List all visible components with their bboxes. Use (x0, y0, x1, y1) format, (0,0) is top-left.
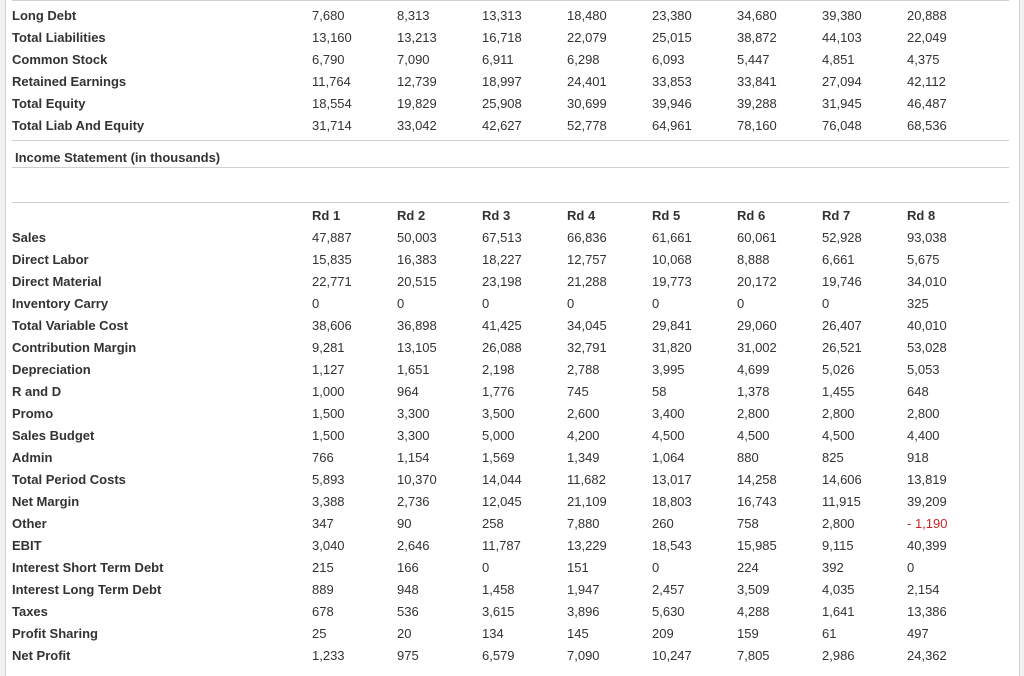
cell-value: 3,509 (737, 581, 770, 597)
cell-value: 5,053 (907, 361, 940, 377)
cell-value: 14,258 (737, 471, 777, 487)
cell-value: 2,154 (907, 581, 940, 597)
cell-value: - 1,190 (907, 515, 948, 531)
cell-value: 4,500 (737, 427, 770, 443)
cell-value: 13,819 (907, 471, 947, 487)
cell-value: 8,888 (737, 251, 770, 267)
cell-value: 0 (822, 295, 830, 311)
cell-value: 12,045 (482, 493, 522, 509)
cell-value: 3,300 (397, 405, 430, 421)
table-row (12, 512, 992, 534)
row-label: Total Period Costs (12, 471, 126, 487)
row-label: Total Equity (12, 95, 86, 111)
cell-value: 90 (397, 515, 412, 531)
cell-value: 42,627 (482, 117, 522, 133)
cell-value: 13,229 (567, 537, 607, 553)
cell-value: 4,288 (737, 603, 770, 619)
cell-value: 15,835 (312, 251, 352, 267)
row-label: Total Liab And Equity (12, 117, 145, 133)
cell-value: 145 (567, 625, 589, 641)
cell-value: 6,298 (567, 51, 600, 67)
divider (12, 202, 1009, 203)
table-row (12, 534, 992, 556)
cell-value: 7,880 (567, 515, 600, 531)
cell-value: 0 (652, 295, 660, 311)
cell-value: 7,680 (312, 7, 345, 23)
row-label: Contribution Margin (12, 339, 137, 355)
cell-value: 2,800 (907, 405, 940, 421)
cell-value: 3,615 (482, 603, 515, 619)
table-row (12, 48, 992, 70)
cell-value: 20 (397, 625, 412, 641)
cell-value: 6,911 (482, 51, 514, 67)
cell-value: 61,661 (652, 229, 692, 245)
cell-value: 20,515 (397, 273, 437, 289)
cell-value: 31,002 (737, 339, 777, 355)
cell-value: 25,908 (482, 95, 522, 111)
row-label: Retained Earnings (12, 73, 127, 89)
cell-value: 13,386 (907, 603, 947, 619)
row-label: Sales (12, 229, 46, 245)
table-row (12, 114, 992, 136)
cell-value: 16,383 (397, 251, 437, 267)
cell-value: 38,606 (312, 317, 352, 333)
table-row (12, 292, 992, 314)
cell-value: 26,521 (822, 339, 862, 355)
round-header: Rd 6 (737, 207, 766, 223)
row-label: Admin (12, 449, 53, 465)
cell-value: 34,680 (737, 7, 777, 23)
cell-value: 7,805 (737, 647, 770, 663)
cell-value: 2,986 (822, 647, 855, 663)
row-label: Other (12, 515, 47, 531)
cell-value: 918 (907, 449, 929, 465)
round-header-row (12, 204, 992, 226)
cell-value: 3,400 (652, 405, 685, 421)
cell-value: 6,790 (312, 51, 345, 67)
cell-value: 224 (737, 559, 759, 575)
cell-value: 33,853 (652, 73, 692, 89)
cell-value: 31,945 (822, 95, 862, 111)
cell-value: 4,035 (822, 581, 855, 597)
cell-value: 18,554 (312, 95, 352, 111)
cell-value: 20,888 (907, 7, 947, 23)
cell-value: 3,500 (482, 405, 515, 421)
cell-value: 2,198 (482, 361, 515, 377)
cell-value: 78,160 (737, 117, 777, 133)
cell-value: 39,380 (822, 7, 862, 23)
round-header: Rd 4 (567, 207, 596, 223)
cell-value: 766 (312, 449, 334, 465)
cell-value: 5,026 (822, 361, 855, 377)
cell-value: 39,209 (907, 493, 947, 509)
cell-value: 76,048 (822, 117, 862, 133)
row-label: Total Liabilities (12, 29, 106, 45)
row-label: Promo (12, 405, 54, 421)
table-row (12, 70, 992, 92)
cell-value: 47,887 (312, 229, 352, 245)
cell-value: 13,160 (312, 29, 352, 45)
cell-value: 10,247 (652, 647, 692, 663)
cell-value: 0 (397, 295, 405, 311)
cell-value: 18,997 (482, 73, 522, 89)
cell-value: 0 (907, 559, 915, 575)
row-label: R and D (12, 383, 62, 399)
table-row (12, 26, 992, 48)
cell-value: 3,896 (567, 603, 600, 619)
cell-value: 9,281 (312, 339, 345, 355)
cell-value: 11,787 (482, 537, 521, 553)
cell-value: 4,500 (652, 427, 685, 443)
cell-value: 0 (482, 559, 490, 575)
cell-value: 1,947 (567, 581, 600, 597)
cell-value: 2,736 (397, 493, 430, 509)
row-label: Taxes (12, 603, 48, 619)
cell-value: 2,800 (737, 405, 770, 421)
cell-value: 13,105 (397, 339, 437, 355)
cell-value: 15,985 (737, 537, 777, 553)
cell-value: 758 (737, 515, 759, 531)
cell-value: 1,154 (397, 449, 430, 465)
cell-value: 648 (907, 383, 929, 399)
cell-value: 18,543 (652, 537, 692, 553)
cell-value: 68,536 (907, 117, 947, 133)
table-row (12, 248, 992, 270)
round-header: Rd 3 (482, 207, 511, 223)
cell-value: 1,349 (567, 449, 600, 465)
cell-value: 38,872 (737, 29, 777, 45)
row-label: Common Stock (12, 51, 108, 67)
row-label: Interest Short Term Debt (12, 559, 164, 575)
cell-value: 1,776 (482, 383, 515, 399)
round-header: Rd 5 (652, 207, 681, 223)
cell-value: 13,017 (652, 471, 692, 487)
cell-value: 4,500 (822, 427, 855, 443)
cell-value: 19,746 (822, 273, 862, 289)
cell-value: 0 (567, 295, 575, 311)
cell-value: 5,000 (482, 427, 515, 443)
cell-value: 32,791 (567, 339, 607, 355)
cell-value: 8,313 (397, 7, 430, 23)
cell-value: 23,380 (652, 7, 692, 23)
cell-value: 2,800 (822, 405, 855, 421)
cell-value: 12,757 (567, 251, 607, 267)
row-label: Inventory Carry (12, 295, 109, 311)
cell-value: 40,399 (907, 537, 947, 553)
cell-value: 41,425 (482, 317, 522, 333)
cell-value: 4,699 (737, 361, 770, 377)
cell-value: 22,079 (567, 29, 607, 45)
table-row (12, 92, 992, 114)
row-label: Long Debt (12, 7, 77, 23)
cell-value: 14,044 (482, 471, 522, 487)
cell-value: 1,233 (312, 647, 345, 663)
row-label: Total Variable Cost (12, 317, 129, 333)
balance-sheet-table (12, 4, 992, 136)
cell-value: 1,641 (822, 603, 855, 619)
cell-value: 134 (482, 625, 504, 641)
cell-value: 1,458 (482, 581, 515, 597)
cell-value: 30,699 (567, 95, 607, 111)
cell-value: 5,675 (907, 251, 940, 267)
cell-value: 11,915 (822, 493, 861, 509)
table-row (12, 358, 992, 380)
cell-value: 2,600 (567, 405, 600, 421)
cell-value: 3,995 (652, 361, 685, 377)
cell-value: 1,378 (737, 383, 770, 399)
spreadsheet-sheet (5, 0, 1020, 676)
table-row (12, 380, 992, 402)
cell-value: 975 (397, 647, 419, 663)
round-header: Rd 8 (907, 207, 936, 223)
cell-value: 22,771 (312, 273, 352, 289)
cell-value: 889 (312, 581, 334, 597)
cell-value: 1,651 (397, 361, 430, 377)
cell-value: 5,630 (652, 603, 685, 619)
cell-value: 50,003 (397, 229, 437, 245)
cell-value: 67,513 (482, 229, 522, 245)
cell-value: 27,094 (822, 73, 862, 89)
cell-value: 880 (737, 449, 759, 465)
table-row (12, 336, 992, 358)
income-statement-title: Income Statement (in thousands) (15, 150, 221, 165)
cell-value: 52,778 (567, 117, 607, 133)
cell-value: 10,370 (397, 471, 437, 487)
cell-value: 44,103 (822, 29, 862, 45)
cell-value: 9,115 (822, 537, 854, 553)
cell-value: 11,764 (312, 73, 351, 89)
cell-value: 3,388 (312, 493, 345, 509)
cell-value: 66,836 (567, 229, 607, 245)
cell-value: 46,487 (907, 95, 947, 111)
row-label: Direct Material (12, 273, 102, 289)
cell-value: 24,362 (907, 647, 947, 663)
cell-value: 31,820 (652, 339, 692, 355)
table-row (12, 490, 992, 512)
cell-value: 93,038 (907, 229, 947, 245)
table-row (12, 600, 992, 622)
cell-value: 6,661 (822, 251, 855, 267)
cell-value: 20,172 (737, 273, 777, 289)
cell-value: 3,300 (397, 427, 430, 443)
cell-value: 2,800 (822, 515, 855, 531)
cell-value: 21,288 (567, 273, 607, 289)
cell-value: 11,682 (567, 471, 606, 487)
cell-value: 23,198 (482, 273, 522, 289)
cell-value: 39,288 (737, 95, 777, 111)
cell-value: 0 (312, 295, 320, 311)
cell-value: 24,401 (567, 73, 607, 89)
cell-value: 0 (482, 295, 490, 311)
cell-value: 52,928 (822, 229, 862, 245)
cell-value: 209 (652, 625, 674, 641)
cell-value: 64,961 (652, 117, 692, 133)
cell-value: 964 (397, 383, 419, 399)
row-label: Net Profit (12, 647, 71, 663)
cell-value: 1,569 (482, 449, 515, 465)
cell-value: 1,500 (312, 405, 345, 421)
round-header: Rd 2 (397, 207, 426, 223)
cell-value: 392 (822, 559, 844, 575)
cell-value: 7,090 (567, 647, 600, 663)
cell-value: 13,213 (397, 29, 437, 45)
cell-value: 678 (312, 603, 334, 619)
row-label: Net Margin (12, 493, 80, 509)
cell-value: 53,028 (907, 339, 947, 355)
cell-value: 347 (312, 515, 334, 531)
cell-value: 29,060 (737, 317, 777, 333)
round-header: Rd 1 (312, 207, 341, 223)
cell-value: 215 (312, 559, 334, 575)
cell-value: 19,829 (397, 95, 437, 111)
cell-value: 5,893 (312, 471, 345, 487)
cell-value: 258 (482, 515, 504, 531)
row-label: Sales Budget (12, 427, 95, 443)
cell-value: 18,480 (567, 7, 607, 23)
cell-value: 1,455 (822, 383, 855, 399)
cell-value: 2,788 (567, 361, 600, 377)
cell-value: 60,061 (737, 229, 777, 245)
cell-value: 16,718 (482, 29, 522, 45)
cell-value: 3,040 (312, 537, 345, 553)
table-row (12, 226, 992, 248)
table-row (12, 622, 992, 644)
cell-value: 325 (907, 295, 929, 311)
table-row (12, 270, 992, 292)
row-label: Interest Long Term Debt (12, 581, 162, 597)
table-row (12, 314, 992, 336)
cell-value: 2,646 (397, 537, 430, 553)
cell-value: 34,045 (567, 317, 607, 333)
cell-value: 10,068 (652, 251, 692, 267)
cell-value: 18,227 (482, 251, 522, 267)
cell-value: 42,112 (907, 73, 946, 89)
cell-value: 151 (567, 559, 589, 575)
table-row (12, 4, 992, 26)
cell-value: 1,064 (652, 449, 685, 465)
table-row (12, 446, 992, 468)
divider (12, 140, 1009, 141)
cell-value: 14,606 (822, 471, 862, 487)
table-row (12, 644, 992, 666)
cell-value: 58 (652, 383, 667, 399)
cell-value: 0 (737, 295, 745, 311)
cell-value: 33,841 (737, 73, 777, 89)
table-row (12, 556, 992, 578)
round-header: Rd 7 (822, 207, 851, 223)
table-row (12, 578, 992, 600)
top-divider (12, 0, 1009, 1)
cell-value: 26,407 (822, 317, 862, 333)
table-row (12, 424, 992, 446)
cell-value: 31,714 (312, 117, 352, 133)
cell-value: 825 (822, 449, 844, 465)
cell-value: 497 (907, 625, 929, 641)
cell-value: 26,088 (482, 339, 522, 355)
cell-value: 33,042 (397, 117, 437, 133)
cell-value: 25 (312, 625, 327, 641)
divider (12, 167, 1009, 168)
cell-value: 745 (567, 383, 589, 399)
cell-value: 1,500 (312, 427, 345, 443)
cell-value: 39,946 (652, 95, 692, 111)
row-label: Direct Labor (12, 251, 89, 267)
cell-value: 4,400 (907, 427, 940, 443)
cell-value: 12,739 (397, 73, 437, 89)
cell-value: 13,313 (482, 7, 522, 23)
header-spacer (12, 204, 312, 226)
cell-value: 29,841 (652, 317, 692, 333)
cell-value: 6,579 (482, 647, 515, 663)
cell-value: 5,447 (737, 51, 770, 67)
cell-value: 7,090 (397, 51, 430, 67)
income-statement-table (12, 204, 992, 666)
cell-value: 260 (652, 515, 674, 531)
cell-value: 4,375 (907, 51, 940, 67)
table-row (12, 402, 992, 424)
row-label: EBIT (12, 537, 42, 553)
cell-value: 40,010 (907, 317, 947, 333)
cell-value: 34,010 (907, 273, 947, 289)
cell-value: 19,773 (652, 273, 692, 289)
cell-value: 0 (652, 559, 660, 575)
cell-value: 21,109 (567, 493, 607, 509)
cell-value: 948 (397, 581, 419, 597)
cell-value: 61 (822, 625, 837, 641)
table-row (12, 468, 992, 490)
cell-value: 536 (397, 603, 419, 619)
cell-value: 1,000 (312, 383, 345, 399)
cell-value: 4,200 (567, 427, 600, 443)
cell-value: 166 (397, 559, 419, 575)
row-label: Depreciation (12, 361, 91, 377)
cell-value: 4,851 (822, 51, 855, 67)
cell-value: 22,049 (907, 29, 947, 45)
cell-value: 25,015 (652, 29, 692, 45)
cell-value: 2,457 (652, 581, 685, 597)
row-label: Profit Sharing (12, 625, 98, 641)
cell-value: 1,127 (312, 361, 345, 377)
cell-value: 159 (737, 625, 759, 641)
cell-value: 18,803 (652, 493, 692, 509)
cell-value: 36,898 (397, 317, 437, 333)
cell-value: 16,743 (737, 493, 777, 509)
cell-value: 6,093 (652, 51, 685, 67)
